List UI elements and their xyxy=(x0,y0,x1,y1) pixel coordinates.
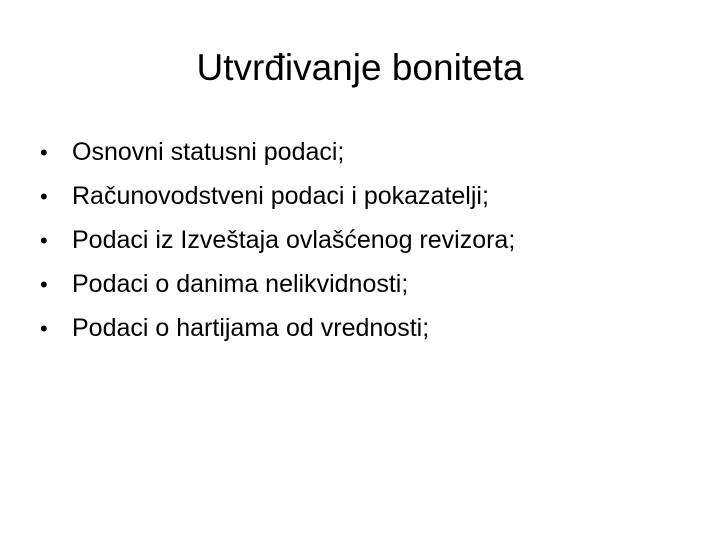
list-item xyxy=(40,262,700,306)
list-item xyxy=(40,306,700,350)
list-item-text: Podaci o hartijama od vrednosti; xyxy=(72,314,430,342)
bullet-list xyxy=(40,130,700,350)
list-item-text: Osnovni statusni podaci; xyxy=(72,138,345,166)
bullet-icon: • xyxy=(40,228,48,253)
list-item xyxy=(40,130,700,174)
list-item xyxy=(40,174,700,218)
bullet-icon: • xyxy=(40,140,48,165)
list-item xyxy=(40,218,700,262)
list-item-text: Računovodstveni podaci i pokazatelji; xyxy=(72,182,489,210)
list-item-text: Podaci iz Izveštaja ovlašćenog revizora; xyxy=(72,226,516,254)
bullet-icon: • xyxy=(40,316,48,341)
bullet-icon: • xyxy=(40,272,48,297)
list-item-text: Podaci o danima nelikvidnosti; xyxy=(72,270,409,298)
slide-title: Utvrđivanje boniteta xyxy=(196,47,524,88)
bullet-icon: • xyxy=(40,184,48,209)
